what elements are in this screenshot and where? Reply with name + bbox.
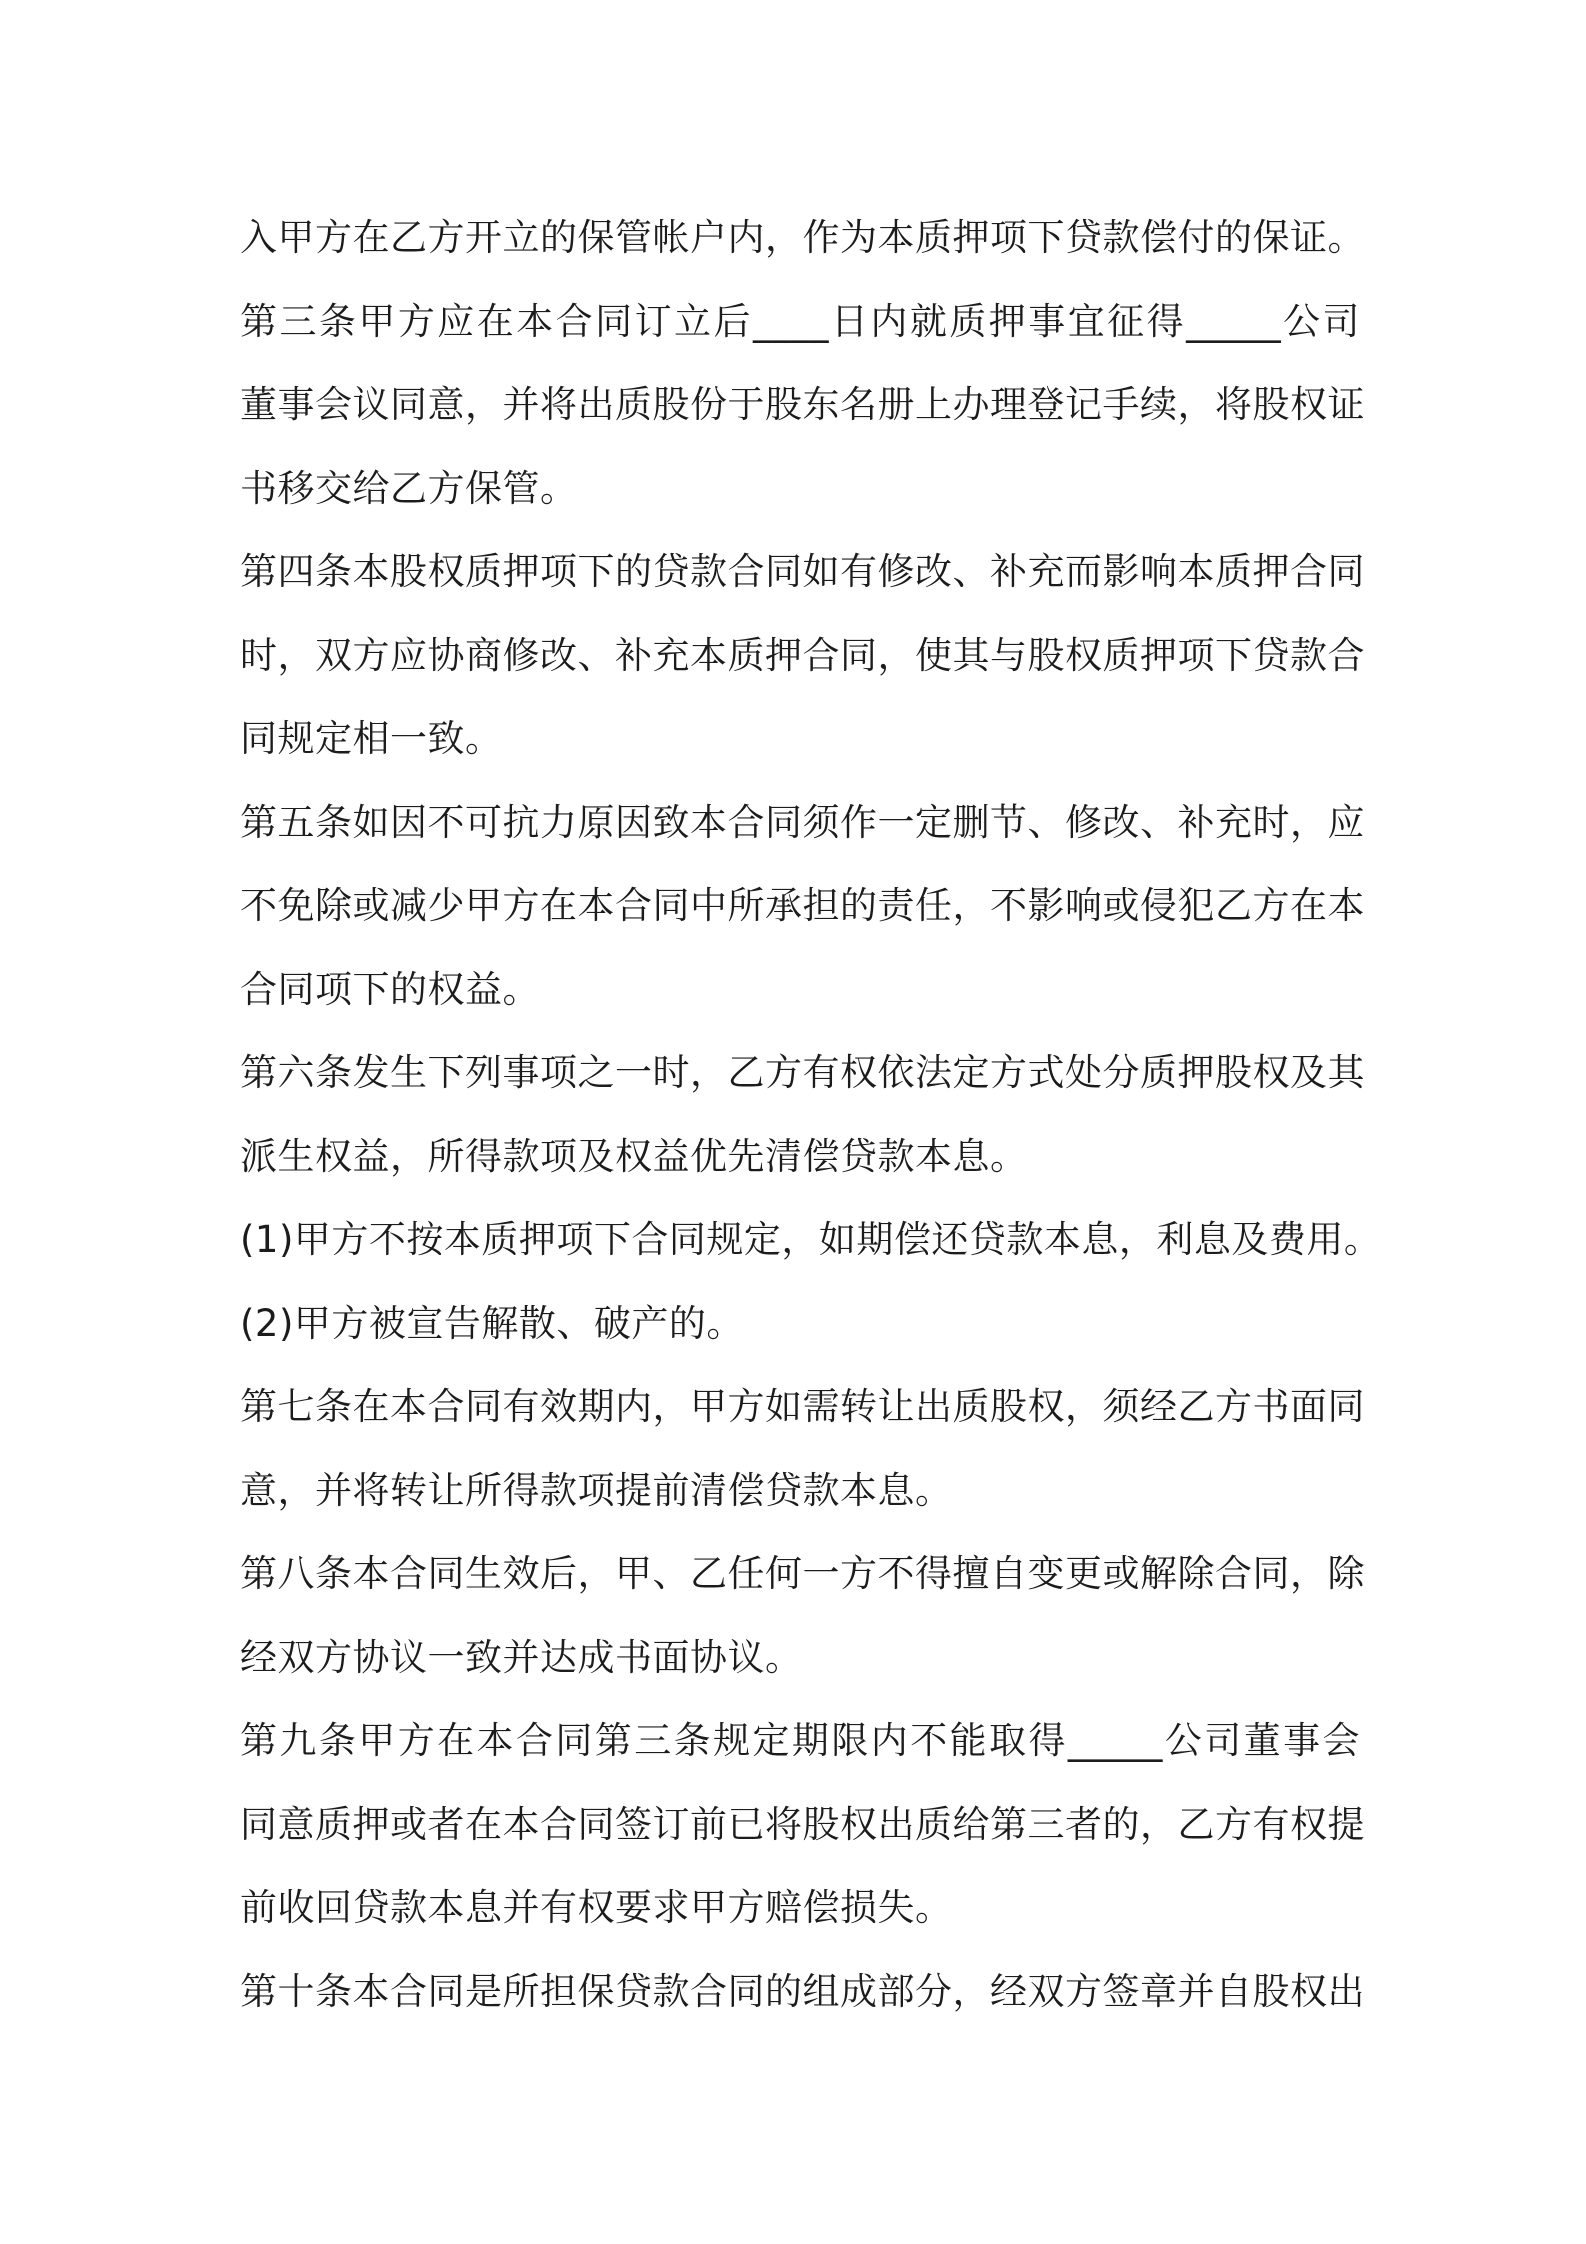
text-line: (2)甲方被宣告解散、破产的。 — [240, 1301, 744, 1345]
text-line: 第九条甲方在本合同第三条规定期限内不能取得_____公司董事会 — [240, 1719, 1360, 1762]
text-line: 同规定相一致。 — [240, 717, 503, 760]
text-line: 时，双方应协商修改、补充本质押合同，使其与股权质押项下贷款合 — [240, 633, 1365, 677]
text-line: 第三条甲方应在本合同订立后____日内就质押事宜征得_____公司 — [240, 299, 1360, 343]
text-line: 第五条如因不可抗力原因致本合同须作一定删节、修改、补充时，应 — [240, 800, 1365, 844]
text-line: 经双方协议一致并达成书面协议。 — [240, 1635, 803, 1679]
text-line: 第十条本合同是所担保贷款合同的组成部分，经双方签章并自股权出 — [240, 1969, 1365, 2013]
text-line: 书移交给乙方保管。 — [240, 466, 578, 510]
text-line: 不免除或减少甲方在本合同中所承担的责任，不影响或侵犯乙方在本 — [240, 884, 1365, 927]
text-line: 前收回贷款本息并有权要求甲方赔偿损失。 — [240, 1886, 953, 1929]
text-line: (1)甲方不按本质押项下合同规定，如期偿还贷款本息，利息及费用。 — [240, 1218, 1382, 1261]
text-line: 董事会议同意，并将出质股份于股东名册上办理登记手续，将股权证 — [240, 383, 1365, 426]
text-line: 合同项下的权益。 — [240, 967, 540, 1011]
text-line: 第七条在本合同有效期内，甲方如需转让出质股权，须经乙方书面同 — [240, 1385, 1365, 1428]
text-line: 第八条本合同生效后，甲、乙任何一方不得擅自变更或解除合同，除 — [240, 1552, 1365, 1595]
text-line: 第六条发生下列事项之一时，乙方有权依法定方式处分质押股权及其 — [240, 1051, 1365, 1094]
text-line: 第四条本股权质押项下的贷款合同如有修改、补充而影响本质押合同 — [240, 550, 1365, 593]
text-line: 同意质押或者在本合同签订前已将股权出质给第三者的，乙方有权提 — [240, 1802, 1365, 1846]
text-line: 入甲方在乙方开立的保管帐户内，作为本质押项下贷款偿付的保证。 — [240, 216, 1365, 259]
text-line: 派生权益，所得款项及权益优先清偿贷款本息。 — [240, 1134, 1028, 1178]
contract-text-body — [240, 196, 1382, 2033]
text-line: 意，并将转让所得款项提前清偿贷款本息。 — [240, 1468, 953, 1512]
